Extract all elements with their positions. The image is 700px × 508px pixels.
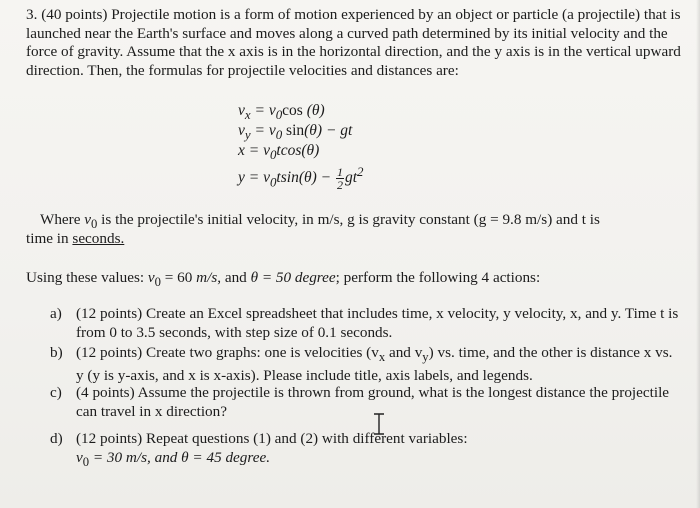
list-item-c: c) (4 points) Assume the projectile is thrown from ground, what is the longest distance the projectile can travel in x direction? [50, 384, 670, 420]
text-cursor-icon [373, 413, 385, 435]
question-intro: 3. (40 points) Projectile motion is a form of motion experienced by an object or particle (a projectile) that is launched near the Earth's surface and moves along a curved path determined by its initial velocity and the force of gravity. Assume that the x axis is in the horizontal direction, and the y axis is in the vertical upward direction. Then, the formulas for projectile velocities and distances are: [26, 6, 681, 79]
equation-vx: $v_x = v_0\cos$ (θ) [238, 102, 325, 123]
where-line-2: time in seconds. [26, 230, 125, 247]
equation-vy: $v_y = v_0$ sin(θ) − gt [238, 122, 353, 143]
list-item-d: d) (12 points) Repeat questions (1) and (2) with different variables: $v_0 = 30$ m/s, and θ = 45 degree. [50, 430, 468, 469]
equation-y: $y = v_0tsin(\theta)$ − $\frac{1}{2}$ $gt^2$ [238, 164, 364, 193]
where-line: Where $v_0$ is the projectile's initial velocity, in m/s, g is gravity constant (g = 9.8 m/s) and t is [40, 211, 600, 232]
values-line: Using these values: $v_0 = 60$ m/s, and θ = 50 degree; perform the following 4 actions: [26, 269, 541, 290]
fraction-one-half: $\frac{1}{2}$ [336, 165, 343, 193]
equation-x: $x = v_0tcos(\theta)$ [238, 142, 320, 163]
list-item-a: a) (12 points) Create an Excel spreadsheet that includes time, x velocity, y velocity, x, and y. Time t is from 0 to 3.5 seconds, with step size of 0.1 seconds. [50, 305, 679, 341]
list-item-b: b) (12 points) Create two graphs: one is velocities ($v_x$ and $v_y$) vs. time, and the other is distance x vs. y (y is y-axis, and x is x-axis). Please include title, axis labels, and legends. [50, 344, 673, 384]
page-edge-shadow [696, 0, 700, 508]
